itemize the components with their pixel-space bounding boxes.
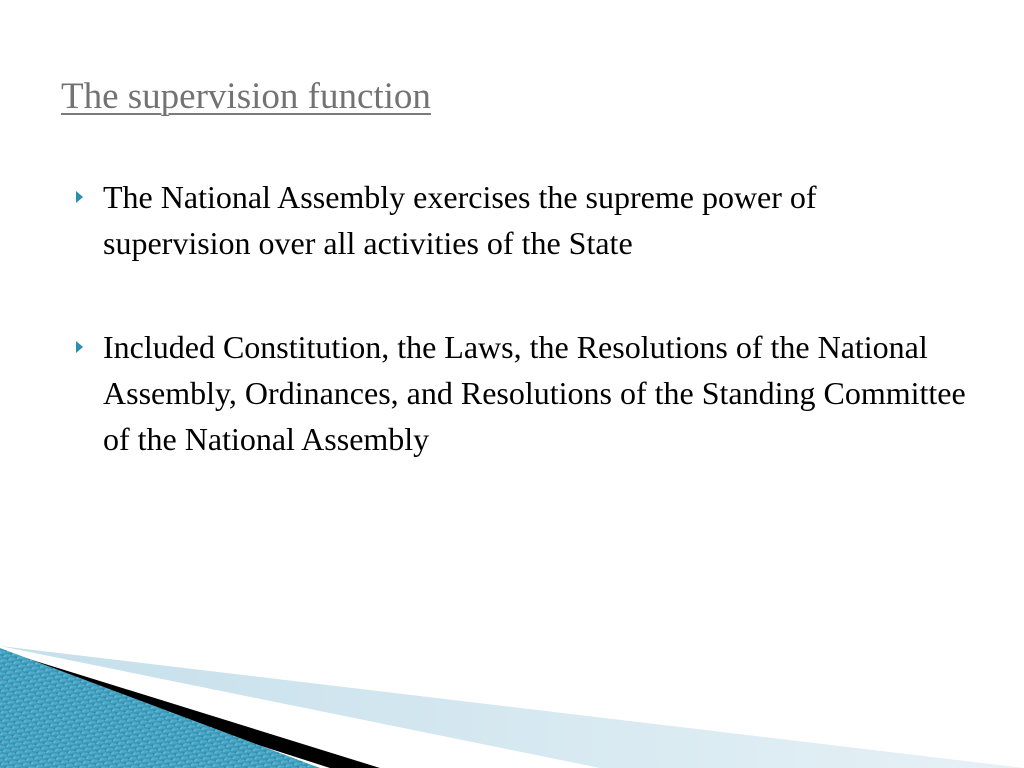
- slide-title: The supervision function: [61, 76, 431, 117]
- triangle-right-icon: [76, 191, 83, 203]
- bullet-item: [72, 174, 972, 266]
- triangle-right-icon: [76, 341, 83, 353]
- decorative-wave-banner: [0, 640, 1024, 768]
- bullet-list: [72, 174, 972, 520]
- bullet-text: Included Constitution, the Laws, the Resolutions of the National Assembly, Ordinances, and Resolutions of the Standing Committee of the National Assembly: [103, 329, 966, 457]
- bullet-text: The National Assembly exercises the supreme power of supervision over all activities of the State: [103, 179, 817, 261]
- bullet-item: [72, 324, 972, 462]
